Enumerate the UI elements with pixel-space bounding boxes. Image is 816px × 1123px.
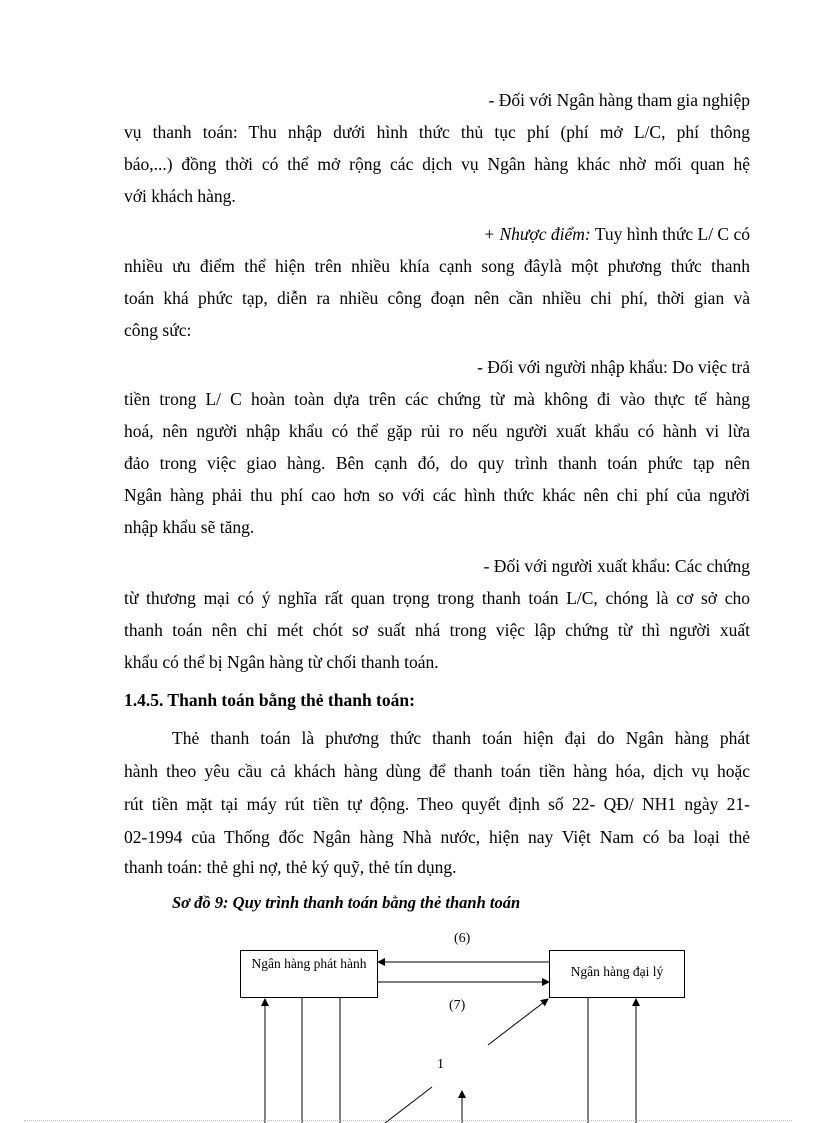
paragraph-line: - Đối với người nhập khẩu: Do việc trả — [477, 357, 750, 377]
paragraph-line: khẩu có thể bị Ngân hàng từ chối thanh toán. — [124, 652, 439, 672]
paragraph-line: Thẻ thanh toán là phương thức thanh toán hiện đại do Ngân hàng phát — [172, 728, 750, 748]
paragraph-line-text: Tuy hình thức L/ C có — [594, 224, 750, 244]
paragraph-line: - Đối với người xuất khẩu: Các chứng — [483, 556, 750, 576]
paragraph-line: 02-1994 của Thống đốc Ngân hàng Nhà nước, hiện nay Việt Nam có ba loại thẻ — [124, 827, 750, 847]
paragraph-line: toán khá phức tạp, diễn ra nhiều công đoạn nên cần nhiều chi phí, thời gian và — [124, 288, 750, 308]
paragraph-line: báo,...) đồng thời có thể mở rộng các dịch vụ Ngân hàng khác nhờ mối quan hệ — [124, 154, 750, 174]
paragraph-line: hành theo yêu cầu cả khách hàng dùng để thanh toán tiền hàng hóa, dịch vụ hoặc — [124, 761, 750, 781]
label-7: (7) — [449, 998, 466, 1013]
paragraph-line: đảo trong việc giao hàng. Bên cạnh đó, do quy trình thanh toán phức tạp nên — [124, 453, 750, 473]
agent-bank-box: Ngân hàng đại lý — [549, 950, 685, 998]
label-6: (6) — [454, 931, 471, 946]
page-separator — [24, 1120, 792, 1121]
line-diagonal — [385, 1087, 432, 1123]
label-1: 1 — [437, 1057, 444, 1072]
paragraph-line: công sức: — [124, 320, 192, 340]
nhuoc-diem-label: + Nhược điểm: — [483, 224, 591, 244]
paragraph-line: vụ thanh toán: Thu nhập dưới hình thức thủ tục phí (phí mở L/C, phí thông — [124, 122, 750, 142]
paragraph-line: thanh toán: thẻ ghi nợ, thẻ ký quỹ, thẻ tín dụng. — [124, 857, 457, 877]
paragraph-line: nhập khẩu sẽ tăng. — [124, 517, 255, 537]
paragraph-line: Ngân hàng phải thu phí cao hơn so với các hình thức khác nên chi phí của người — [124, 485, 750, 505]
paragraph-line: với khách hàng. — [124, 186, 236, 206]
paragraph-line: - Đối với Ngân hàng tham gia nghiệp — [488, 90, 750, 110]
arrow-diagonal — [488, 999, 548, 1045]
paragraph-line: tiền trong L/ C hoàn toàn dựa trên các chứng từ mà không đi vào thực tế hàng — [124, 389, 750, 409]
paragraph-line: từ thương mại có ý nghĩa rất quan trọng trong thanh toán L/C, chóng là cơ sở cho — [124, 588, 750, 608]
paragraph-line: hoá, nên người nhập khẩu có thể gặp rủi ro nếu người xuất khẩu có hành vi lừa — [124, 421, 750, 441]
issuing-bank-box: Ngân hàng phát hành — [240, 950, 378, 998]
paragraph-line: rút tiền mặt tại máy rút tiền tự động. Theo quyết định số 22- QĐ/ NH1 ngày 21- — [124, 794, 750, 814]
paragraph-line: nhiều ưu điểm thể hiện trên nhiều khía cạnh song đâylà một phương thức thanh — [124, 256, 750, 276]
section-heading: 1.4.5. Thanh toán bằng thẻ thanh toán: — [124, 690, 415, 710]
diagram-caption: Sơ đồ 9: Quy trình thanh toán bằng thẻ thanh toán — [172, 893, 521, 912]
paragraph-line: thanh toán nên chỉ mét chót sơ suất nhá trong việc lập chứng từ thì người xuất — [124, 620, 750, 640]
